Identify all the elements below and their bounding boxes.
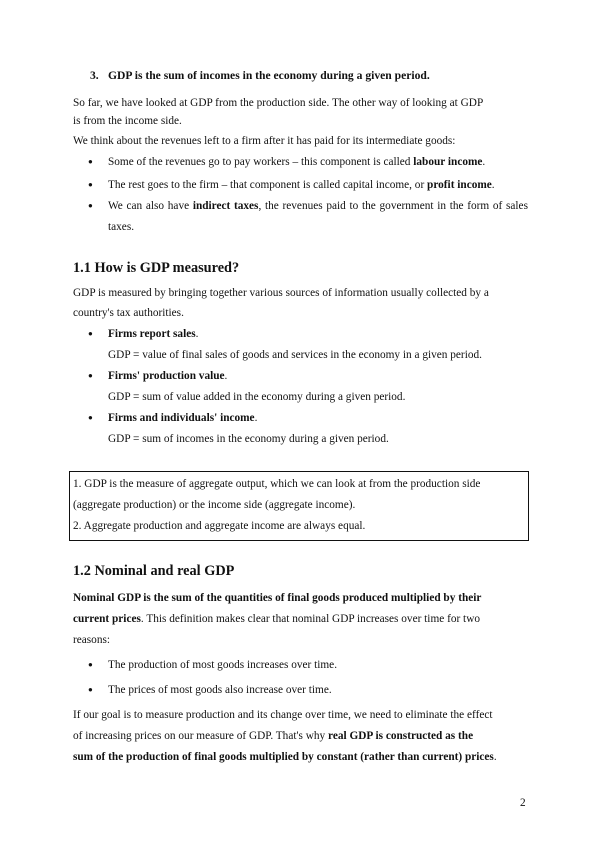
bold-definition: Nominal GDP is the sum of the quantities of final goods produced multiplied by their <box>73 592 482 604</box>
bullet-bold-term: Firms' production value <box>108 370 225 382</box>
bullet-text: Some of the revenues go to pay workers – this component is called <box>108 156 414 168</box>
bullet-text: The prices of most goods also increase over time. <box>108 684 332 696</box>
list-item <box>88 175 528 196</box>
list-item: ● Firms report sales. <box>88 324 528 345</box>
summary-line: (aggregate production) or the income side (aggregate income). <box>73 499 356 511</box>
bullet-text-end: . <box>491 179 495 191</box>
bold-definition: current prices <box>73 613 141 625</box>
paragraph-measured-line2: country's tax authorities. <box>73 307 184 319</box>
heading-number: 3. <box>90 69 99 82</box>
paragraph-text-end: . <box>493 751 497 763</box>
page-number: 2 <box>520 797 526 809</box>
paragraph-income-side-line1: So far, we have looked at GDP from the production side. The other way of looking at GDP <box>73 97 484 109</box>
list-item-description <box>88 429 528 450</box>
bullet-icon: ● <box>88 371 93 380</box>
heading-text: GDP is the sum of incomes in the economy during a given period. <box>108 69 430 82</box>
list-item-description <box>88 387 528 408</box>
bullet-icon: ● <box>88 201 93 210</box>
bold-definition: real GDP is constructed as the <box>328 730 474 742</box>
paragraph-nominal-line1 <box>73 588 528 609</box>
paragraph-real-gdp-line3 <box>73 747 528 768</box>
bullet-bold-term: Firms report sales <box>108 328 196 340</box>
bullet-icon: ● <box>88 180 93 189</box>
section-heading-1-1: 1.1 How is GDP measured? <box>73 260 240 276</box>
bullet-text: We can also have <box>108 200 193 212</box>
bullet-icon: ● <box>88 685 93 694</box>
bullet-bold-term: profit income <box>427 179 492 191</box>
summary-line: 2. Aggregate production and aggregate income are always equal. <box>73 520 366 532</box>
bullet-description: GDP = sum of value added in the economy during a given period. <box>108 391 406 403</box>
bullet-text-end: . <box>482 156 486 168</box>
bullet-icon: ● <box>88 157 93 166</box>
paragraph-measured-line1: GDP is measured by bringing together various sources of information usually collected by a <box>73 287 489 299</box>
list-item <box>88 196 528 237</box>
bullet-text-end: , the revenues paid to the government in the form of sales taxes. <box>108 200 528 233</box>
bullet-icon: ● <box>88 329 93 338</box>
list-item <box>88 655 528 676</box>
numbered-heading <box>90 69 430 82</box>
summary-line: 1. GDP is the measure of aggregate output, which we can look at from the production side <box>73 478 481 490</box>
paragraph-real-gdp-line1: If our goal is to measure production and its change over time, we need to eliminate the effect <box>73 709 493 721</box>
paragraph-revenues: We think about the revenues left to a firm after it has paid for its intermediate goods: <box>73 135 456 147</box>
bold-definition: sum of the production of final goods multiplied by constant (rather than current) prices <box>73 751 494 763</box>
list-item: ● Firms' production value. <box>88 366 528 387</box>
list-item <box>88 152 528 173</box>
paragraph-nominal-line2 <box>73 609 528 630</box>
bullet-text: The rest goes to the firm – that component is called capital income, or <box>108 179 428 191</box>
summary-box <box>69 471 529 541</box>
bullet-description: GDP = value of final sales of goods and services in the economy in a given period. <box>108 349 482 361</box>
bullet-icon: ● <box>88 660 93 669</box>
definition-text: . This definition makes clear that nominal GDP increases over time for two <box>140 613 481 625</box>
bullet-text: The production of most goods increases over time. <box>108 659 338 671</box>
paragraph-real-gdp-line2 <box>73 726 528 747</box>
paragraph-income-side-line2: is from the income side. <box>73 115 182 127</box>
bullet-bold-term: labour income <box>413 156 483 168</box>
bullet-bold-term: Firms and individuals' income <box>108 412 255 424</box>
list-item: ● Firms and individuals' income. <box>88 408 528 429</box>
bullet-description: GDP = sum of incomes in the economy during a given period. <box>108 433 389 445</box>
paragraph-nominal-line3: reasons: <box>73 634 111 646</box>
list-item-description <box>88 345 528 366</box>
bullet-icon: ● <box>88 413 93 422</box>
bullet-bold-term: indirect taxes <box>192 200 259 212</box>
section-heading-1-2: 1.2 Nominal and real GDP <box>73 563 235 579</box>
paragraph-text: of increasing prices on our measure of GDP. That's why <box>73 730 329 742</box>
list-item <box>88 680 528 701</box>
